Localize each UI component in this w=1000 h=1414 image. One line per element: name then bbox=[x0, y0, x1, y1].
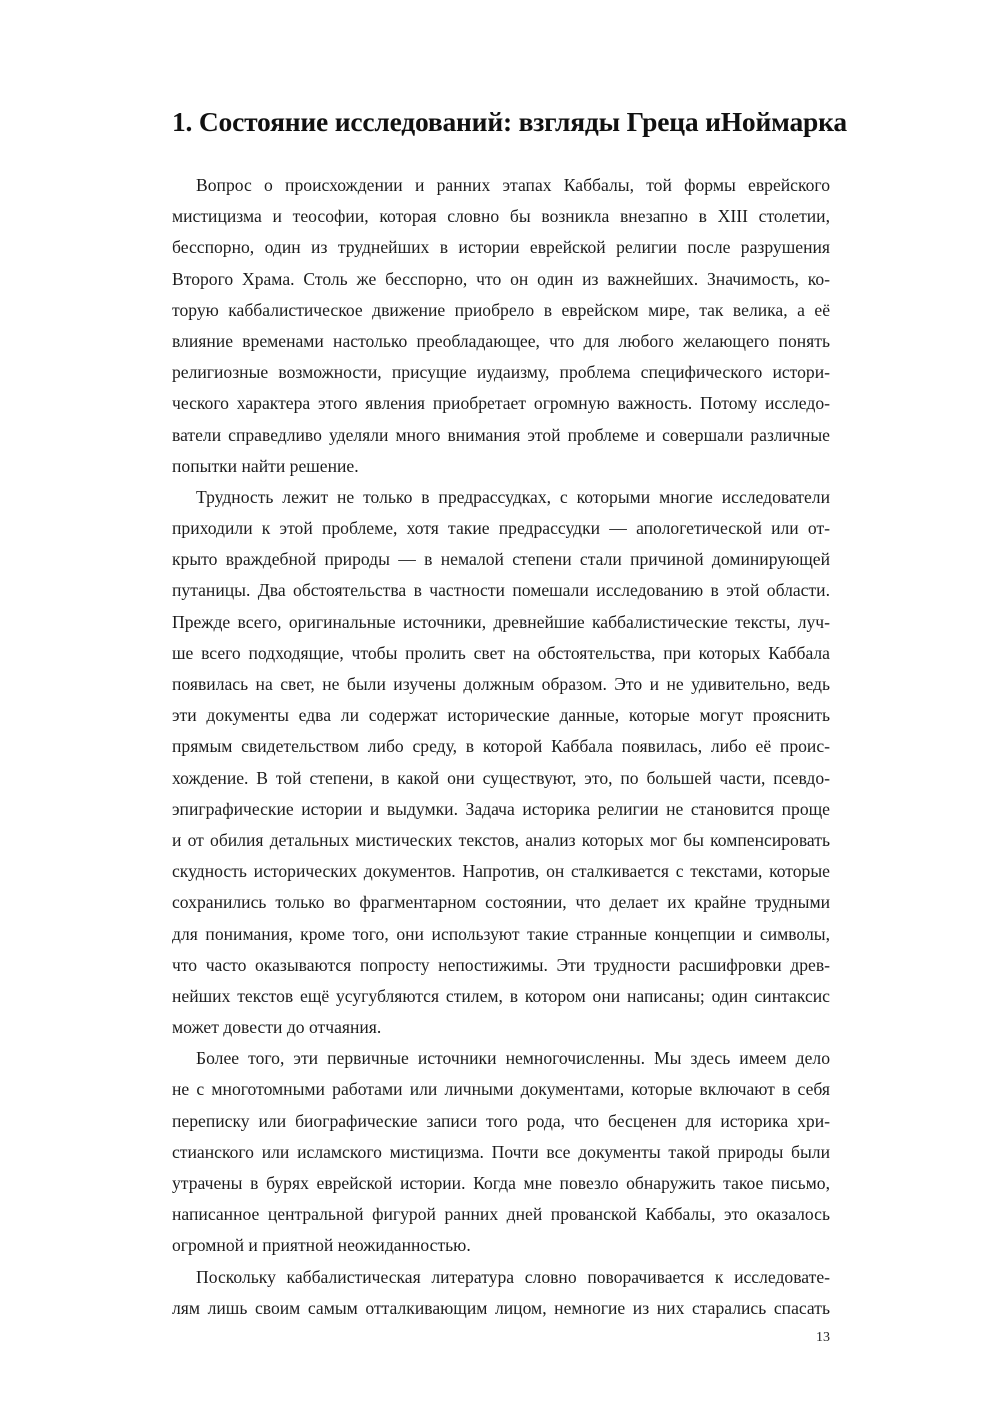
section-heading: 1. Состояние исследований: взгляды Греца иНоймарка bbox=[172, 106, 847, 137]
text-line: хождение. В той степени, в какой они существуют, это, по большей части, псевдо- bbox=[172, 767, 830, 788]
text-line: мистицизма и теософии, которая словно бы возникла внезапно в XIII столетии, bbox=[172, 206, 830, 227]
paragraph bbox=[172, 1262, 830, 1324]
text-line: появилась на свет, не были изучены должным образом. Это и не удивительно, ведь bbox=[172, 674, 830, 694]
text-line: Поскольку каббалистическая литература словно поворачивается к исследовате- bbox=[196, 1266, 830, 1287]
text-line: сохранились только во фрагментарном состоянии, что делает их крайне трудными bbox=[172, 892, 830, 913]
text-line: Прежде всего, оригинальные источники, древнейшие каббалистические тексты, луч- bbox=[172, 611, 830, 632]
text-line: нейших текстов ещё усугубляются стилем, в котором они написаны; один синтаксис bbox=[172, 985, 830, 1006]
text-line: влияние временами настолько преобладающее, что для любого желающего понять bbox=[172, 330, 830, 351]
text-line: прямым свидетельством либо среду, в которой Каббала появилась, либо её проис- bbox=[172, 736, 830, 757]
text-line: стианского или исламского мистицизма. Почти все документы такой природы были bbox=[172, 1141, 830, 1162]
text-line: Трудность лежит не только в предрассудках, с которыми многие исследователи bbox=[196, 486, 830, 507]
text-line: ческого характера этого явления приобретает огромную важность. Потому исследо- bbox=[172, 393, 830, 414]
text-line: для понимания, кроме того, они используют такие странные концепции и символы, bbox=[172, 923, 830, 944]
text-line: лям лишь своим самым отталкивающим лицом, немногие из них старались спасать bbox=[172, 1297, 830, 1318]
text-line: написанное центральной фигурой ранних дней прованской Каббалы, это оказалось bbox=[172, 1204, 830, 1225]
text-line: может довести до отчаяния. bbox=[172, 1017, 382, 1038]
text-line: эпиграфические истории и выдумки. Задача историка религии не становится проще bbox=[172, 798, 830, 819]
text-line: религиозные возможности, присущие иудаизму, проблема специфического истори- bbox=[172, 362, 830, 383]
text-line: ватели справедливо уделяли много внимания этой проблеме и совершали различные bbox=[172, 424, 830, 445]
text-line: торую каббалистическое движение приобрело в еврейском мире, так велика, а её bbox=[172, 299, 830, 320]
text-line: Более того, эти первичные источники немногочисленны. Мы здесь имеем дело bbox=[196, 1048, 830, 1069]
text-line: крыто враждебной природы — в немалой степени стали причиной доминирующей bbox=[172, 549, 830, 570]
paragraph bbox=[172, 170, 830, 482]
text-line: Второго Храма. Столь же бесспорно, что он один из важнейших. Значимость, ко- bbox=[172, 268, 830, 289]
text-line: не с многотомными работами или личными документами, которые включают в себя bbox=[172, 1079, 830, 1100]
body-text bbox=[172, 170, 830, 1324]
text-line: ше всего подходящие, чтобы пролить свет на обстоятельства, при которых Каббала bbox=[172, 642, 830, 663]
text-line: что часто оказываются попросту непостижимы. Эти трудности расшифровки древ- bbox=[172, 954, 830, 975]
text-line: бесспорно, один из труднейших в истории еврейской религии после разрушения bbox=[172, 237, 830, 258]
text-line: путаницы. Два обстоятельства в частности помешали исследованию в этой области. bbox=[172, 580, 830, 601]
text-line: переписку или биографические записи того рода, что бесценен для историка хри- bbox=[172, 1110, 830, 1131]
text-line: огромной и приятной неожиданностью. bbox=[172, 1235, 471, 1256]
text-line: и от обилия детальных мистических текстов, анализ которых мог бы компенсировать bbox=[172, 829, 830, 850]
text-line: утрачены в бурях еврейской истории. Когда мне повезло обнаружить такое письмо, bbox=[172, 1173, 830, 1193]
text-line: Вопрос о происхождении и ранних этапах Каббалы, той формы еврейского bbox=[196, 175, 830, 195]
text-line: эти документы едва ли содержат исторические данные, которые могут прояснить bbox=[172, 705, 830, 726]
text-line: приходили к этой проблеме, хотя такие предрассудки — апологетической или от- bbox=[172, 518, 830, 539]
page-number: 13 bbox=[816, 1330, 830, 1345]
paragraph bbox=[172, 482, 830, 1043]
text-line: попытки найти решение. bbox=[172, 455, 359, 476]
text-line: скудность исторических документов. Напротив, он сталкивается с текстами, которые bbox=[172, 861, 830, 882]
paragraph bbox=[172, 1043, 830, 1261]
